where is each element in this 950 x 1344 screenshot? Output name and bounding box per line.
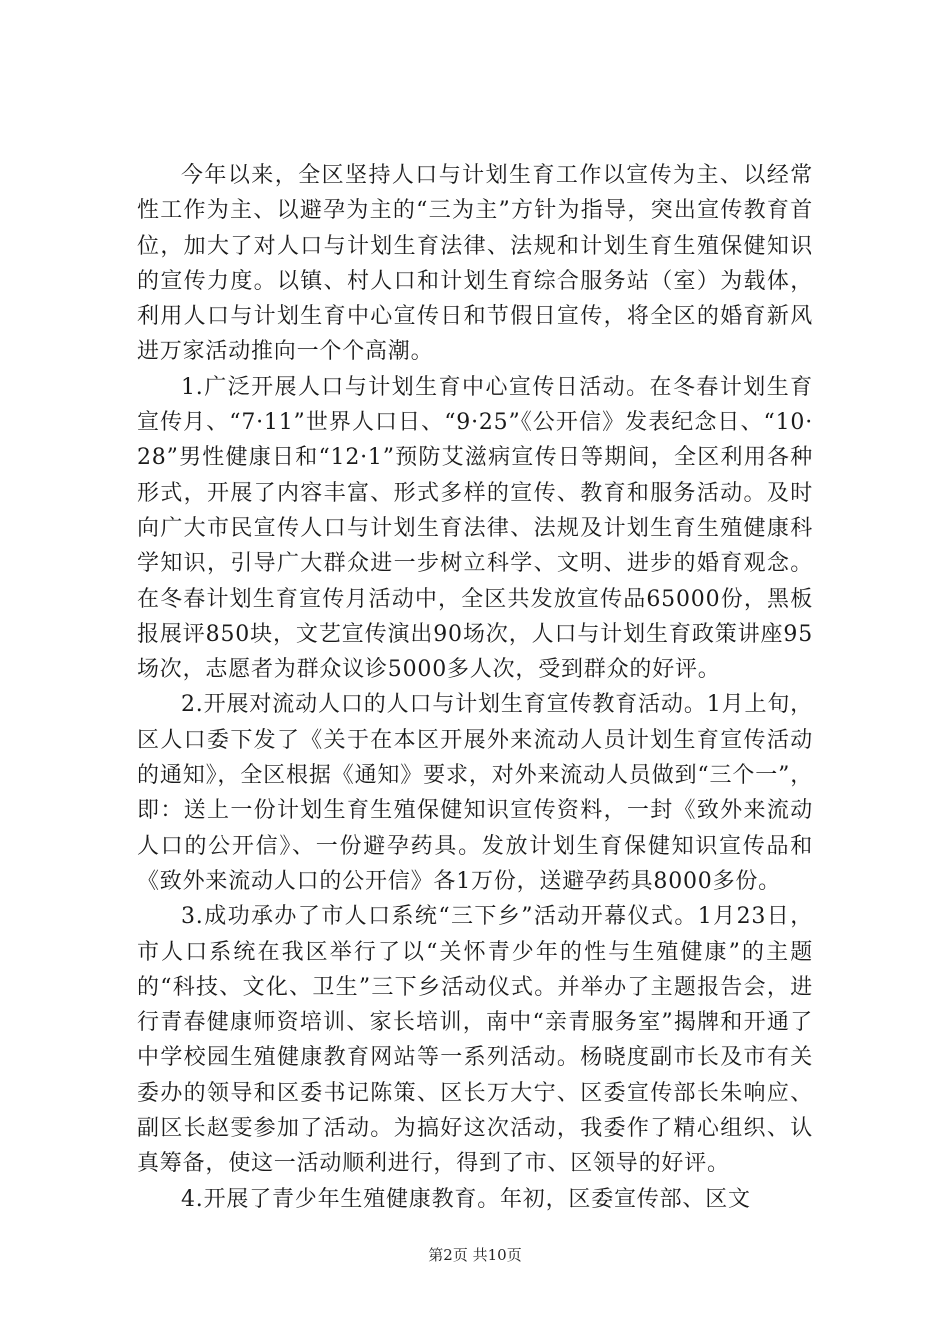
paragraph-intro: 今年以来，全区坚持人口与计划生育工作以宣传为主、以经常性工作为主、以避孕为主的“三为主”方针为指导，突出宣传教育首位，加大了对人口与计划生育法律、法规和计划生育生殖保健知识的宣传力度。以镇、村人口和计划生育综合服务站（室）为载体，利用人口与计划生育中心宣传日和节假日宣传，将全区的婚育新风进万家活动推向一个个高潮。 <box>137 163 813 365</box>
document-body <box>137 158 813 1217</box>
paragraph-item-1: 1.广泛开展人口与计划生育中心宣传日活动。在冬春计划生育宣传月、“7·11”世界人口日、“9·25”《公开信》发表纪念日、“10·28”男性健康日和“12·1”预防艾滋病宣传日等期间，全区利用各种形式，开展了内容丰富、形式多样的宣传、教育和服务活动。及时向广大市民宣传人口与计划生育法律、法规及计划生育生殖健康科学知识，引导广大群众进一步树立科学、文明、进步的婚育观念。在冬春计划生育宣传月活动中，全区共发放宣传品65000份，黑板报展评850块，文艺宣传演出90场次，人口与计划生育政策讲座95场次，志愿者为群众议诊5000多人次，受到群众的好评。 <box>137 374 813 683</box>
paragraph-item-3: 3.成功承办了市人口系统“三下乡”活动开幕仪式。1月23日，市人口系统在我区举行了以“关怀青少年的性与生殖健康”的主题的“科技、文化、卫生”三下乡活动仪式。并举办了主题报告会，进行青春健康师资培训、家长培训，南中“亲青服务室”揭牌和开通了中学校园生殖健康教育网站等一系列活动。杨晓度副市长及市有关委办的领导和区委书记陈策、区长万大宁、区委宣传部长朱响应、副区长赵雯参加了活动。为搞好这次活动，我委作了精心组织、认真筹备，使这一活动顺利进行，得到了市、区领导的好评。 <box>137 904 813 1177</box>
page-footer: 第2页 共10页 <box>428 1246 522 1264</box>
paragraph-item-4: 4.开展了青少年生殖健康教育。年初，区委宣传部、区文 <box>181 1186 751 1212</box>
paragraph-item-2: 2.开展对流动人口的人口与计划生育宣传教育活动。1月上旬，区人口委下发了《关于在本区开展外来流动人员计划生育宣传活动的通知》，全区根据《通知》要求，对外来流动人员做到“三个一”，即：送上一份计划生育生殖保健知识宣传资料，一封《致外来流动人口的公开信》、一份避孕药具。发放计划生育保健知识宣传品和《致外来流动人口的公开信》各1万份，送避孕药具8000多份。 <box>137 692 813 894</box>
